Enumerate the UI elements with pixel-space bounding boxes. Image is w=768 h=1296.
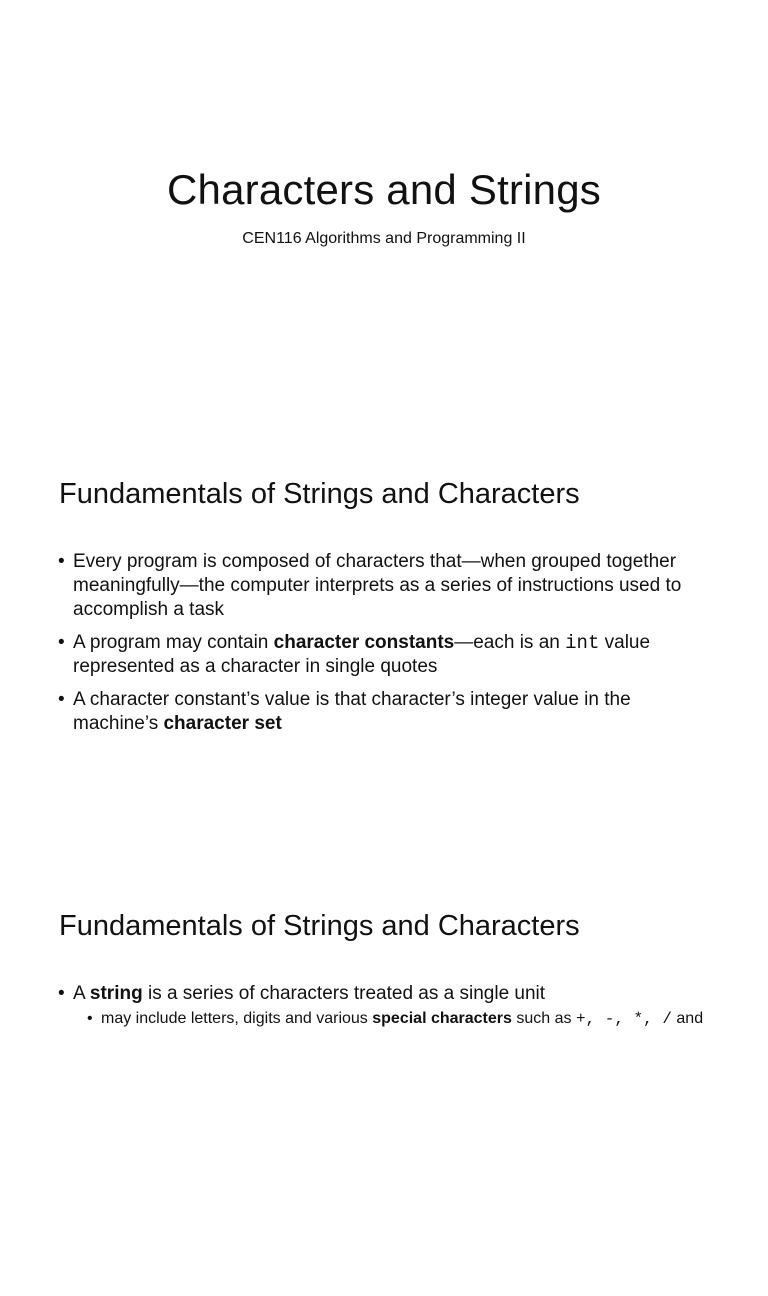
presentation-subtitle: CEN116 Algorithms and Programming II xyxy=(242,230,526,247)
bullet-marker: • xyxy=(58,689,65,710)
code-keyword: int xyxy=(565,632,600,654)
bullet-item xyxy=(58,631,718,679)
bold-term: character set xyxy=(163,713,282,734)
bullet-marker: • xyxy=(58,632,65,653)
bullet-list xyxy=(58,982,718,1039)
bullet-marker: • xyxy=(58,983,65,1004)
bullet-text: value represented as a character in single quotes xyxy=(73,632,651,677)
bold-term: special characters xyxy=(372,1010,512,1027)
bullet-text: —each is an xyxy=(454,632,566,653)
bullet-text: Every program is composed of characters that—when grouped together meaningfully—the computer interprets as a series of instructions used to accomplish a task xyxy=(73,551,682,620)
title-slide xyxy=(0,0,768,432)
bullet-text: may include letters, digits and various xyxy=(101,1010,373,1027)
special-characters: +, -, *, / xyxy=(575,1010,672,1028)
slide-heading: Fundamentals of Strings and Characters xyxy=(59,478,580,510)
bullet-text: such as xyxy=(511,1010,576,1027)
bullet-text: and xyxy=(671,1010,704,1027)
bullet-item xyxy=(58,550,718,622)
bullet-item xyxy=(58,688,718,736)
fundamentals-slide-2 xyxy=(0,864,768,1296)
bullet-text: is a series of characters treated as a single unit xyxy=(142,983,546,1004)
bold-term: character constants xyxy=(273,632,455,653)
bold-term: string xyxy=(89,983,143,1004)
bullet-item xyxy=(58,982,718,1030)
fundamentals-slide-1 xyxy=(0,432,768,864)
bullet-marker: • xyxy=(58,551,65,572)
bullet-text: A program may contain xyxy=(73,632,274,653)
sub-bullet-item xyxy=(73,1008,718,1030)
bullet-text: A character constant’s value is that character’s integer value in the machine’s xyxy=(73,689,631,734)
bullet-text: A xyxy=(73,983,90,1004)
slide-heading: Fundamentals of Strings and Characters xyxy=(59,910,580,942)
bullet-marker: • xyxy=(87,1010,93,1027)
sub-bullet-list xyxy=(73,1008,718,1030)
presentation-title: Characters and Strings xyxy=(167,166,601,213)
bullet-list xyxy=(58,550,718,745)
